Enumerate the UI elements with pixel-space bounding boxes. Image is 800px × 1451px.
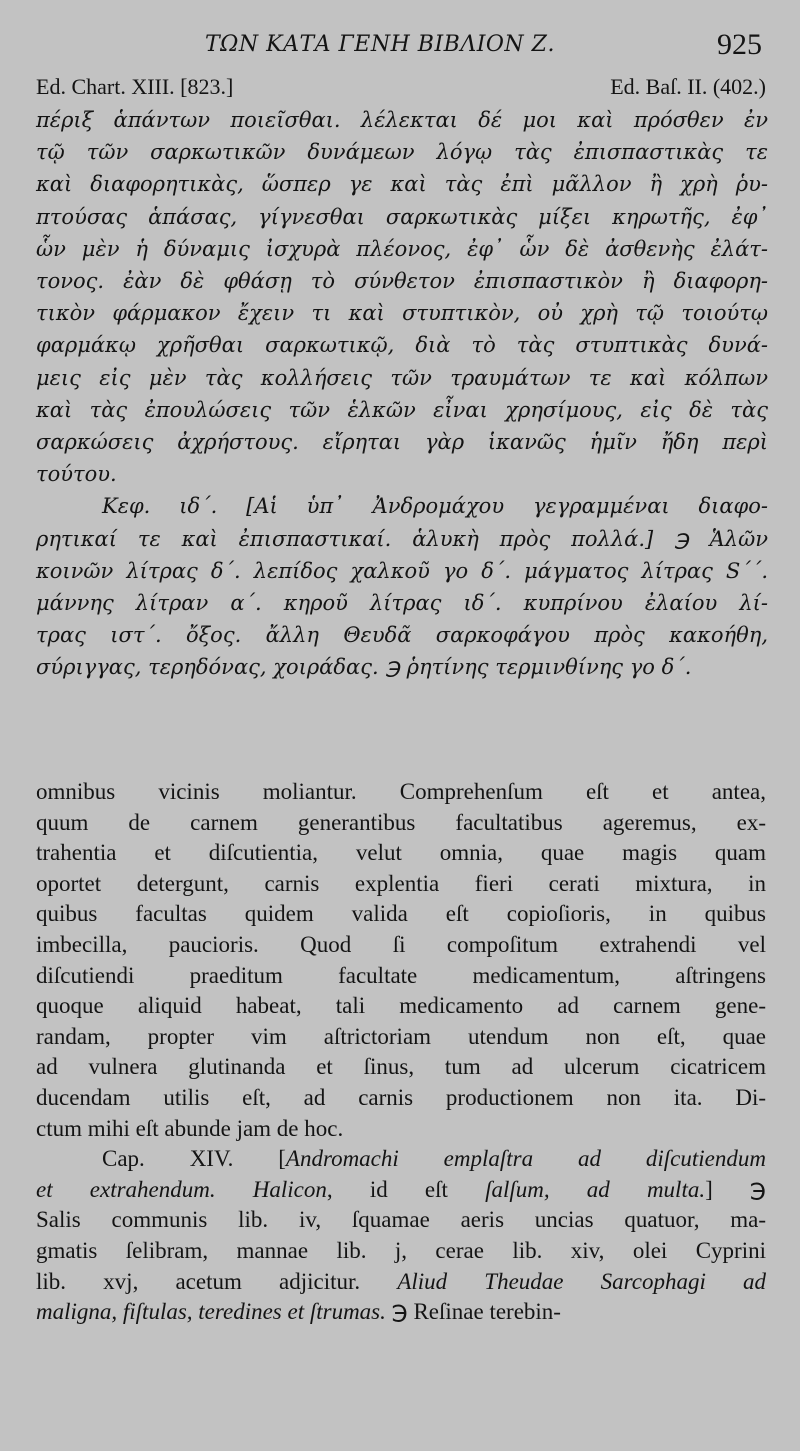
edition-references [36, 74, 766, 106]
greek-line: τικὸν φάρμακον ἔχειν τι καὶ στυπτικὸν, οὐ χρὴ τῷ τοιούτῳ [36, 301, 768, 326]
latin-line: omnibus vicinis moliantur. Comprehenſum eſt et antea, [36, 779, 766, 804]
latin-chapter-gloss-italic: ſalſum, ad multa. [485, 1176, 706, 1202]
greek-chapter-line: μάννης λίτραν α΄. κηροῦ λίτρας ιδ΄. κυπρίνου ἐλαίου λί- [36, 591, 768, 616]
latin-chapter-title-cont: et extrahendum. Halicon [36, 1176, 327, 1202]
edition-reference-left: Ed. Chart. XIII. [823.] [36, 74, 234, 99]
latin-chapter-line: gmatis ſelibram, mannae lib. j, cerae lib. xiv, olei Cyprini [36, 1237, 766, 1263]
latin-line: quibus facultas quidem valida eſt copioſioris, in quibus [36, 901, 766, 927]
latin-line: ctum mihi eſt abunde jam de hoc. [36, 1115, 344, 1141]
latin-chapter-line [36, 1297, 766, 1328]
edition-reference-right: Ed. Baſ. II. (402.) [610, 74, 766, 99]
greek-line: μεις εἰς μὲν τὰς κολλήσεις τῶν τραυμάτων τε καὶ κόλπων [36, 365, 768, 390]
latin-chapter-bracket: ] ℈ [705, 1176, 766, 1202]
latin-line: diſcutiendi praeditum facultate medicamentum, aſtringens [36, 962, 766, 988]
greek-chapter-line: ρητικαί τε καὶ ἐπισπαστικαί. ἁλυκὴ πρὸς πολλά.] ℈ Ἁλῶν [36, 526, 768, 551]
latin-line: oportet detergunt, carnis explentia fieri cerati mixtura, in [36, 870, 766, 896]
greek-line: πέριξ ἁπάντων ποιεῖσθαι. λέλεκται δέ μοι καὶ πρόσθεν ἐν [36, 108, 768, 132]
latin-chapter-title: Andromachi emplaſtra ad diſcutiendum [285, 1146, 766, 1172]
greek-chapter-line: τρας ιστ΄. ὄξος. ἄλλη Θευδᾶ σαρκοφάγου πρὸς κακοήθη, [36, 623, 768, 648]
latin-line: ad vulnera glutinanda et ſinus, tum ad ulcerum cicatricem [36, 1054, 766, 1080]
greek-line: καὶ τὰς ἐπουλώσεις τῶν ἑλκῶν εἶναι χρησίμους, εἰς δὲ τὰς [36, 397, 768, 422]
latin-line: trahentia et diſcutientia, velut omnia, quae magis quam [36, 840, 766, 866]
latin-chapter-line [36, 1175, 766, 1206]
latin-chapter-gloss: , id eſt [326, 1176, 486, 1202]
greek-line: σαρκώσεις ἀχρήστους. εἴρηται γὰρ ἱκανῶς ἡμῖν ἤδη περὶ [36, 430, 768, 455]
running-head [0, 28, 800, 68]
latin-chapter-prefix: Cap. XIV. [ [102, 1146, 286, 1172]
latin-chapter-line [36, 1267, 766, 1298]
greek-line: καὶ διαφορητικὰς, ὥσπερ γε καὶ τὰς ἐπὶ μᾶλλον ἢ χρὴ ῥυ- [36, 172, 768, 197]
latin-chapter-italic: Aliud Theudae Sarcophagi ad [397, 1268, 767, 1294]
greek-chapter-line: σύριγγας, τερηδόνας, χοιράδας. ℈ ῥητίνης τερμινθίνης γο δ΄. [36, 655, 692, 680]
latin-line: quum de carnem generantibus facultatibus ageremus, ex- [36, 809, 766, 835]
latin-text [36, 777, 766, 1328]
latin-chapter-text: lib. xvj, acetum adjicitur. [36, 1268, 398, 1294]
greek-chapter-line: κοινῶν λίτρας δ΄. λεπίδος χαλκοῦ γο δ΄. μάγματος λίτρας S΄΄. [36, 558, 768, 583]
page-number: 925 [717, 28, 762, 61]
latin-chapter-text: ℈ Reſinae terebin- [385, 1299, 561, 1325]
latin-chapter-italic: maligna, fiſtulas, teredines et ſtrumas. [36, 1299, 386, 1325]
page-heading: ΤΩΝ ΚΑΤΑ ΓΕΝΗ ΒΙΒΛΙΟΝ Ζ. [205, 32, 555, 57]
greek-line: πτούσας ἁπάσας, γίγνεσθαι σαρκωτικὰς μίξει κηρωτῆς, ἐφ᾽ [36, 204, 768, 229]
latin-chapter-line: Salis communis lib. iv, ſquamae aeris uncias quatuor, ma- [36, 1207, 766, 1233]
greek-chapter-heading: Κεφ. ιδ΄. [Αἱ ὑπ᾽ Ἀνδρομάχου γεγραμμέναι διαφο- [102, 494, 768, 519]
latin-line: quoque aliquid habeat, tali medicamento ad carnem gene- [36, 993, 766, 1019]
latin-line: ducendam utilis eſt, ad carnis productionem non ita. Di- [36, 1084, 766, 1110]
greek-line: τονος. ἐὰν δὲ φθάσῃ τὸ σύνθετον ἐπισπαστικὸν ἢ διαφορη- [36, 269, 768, 294]
latin-chapter-heading [36, 1144, 766, 1175]
latin-line: randam, propter vim aſtrictoriam utendum non eſt, quae [36, 1023, 766, 1049]
greek-line: τῷ τῶν σαρκωτικῶν δυνάμεων λόγῳ τὰς ἐπισπαστικὰς τε [36, 140, 768, 165]
greek-line: φαρμάκῳ χρῆσθαι σαρκωτικῷ, διὰ τὸ τὰς στυπτικὰς δυνά- [36, 333, 768, 358]
latin-line: imbecilla, paucioris. Quod ſi compoſitum extrahendi vel [36, 931, 766, 957]
greek-text [36, 104, 768, 684]
greek-line: ὧν μὲν ἡ δύναμις ἰσχυρὰ πλέονος, ἐφ᾽ ὧν δὲ ἀσθενὴς ἐλάτ- [36, 236, 768, 261]
greek-line: τούτου. [36, 462, 117, 487]
